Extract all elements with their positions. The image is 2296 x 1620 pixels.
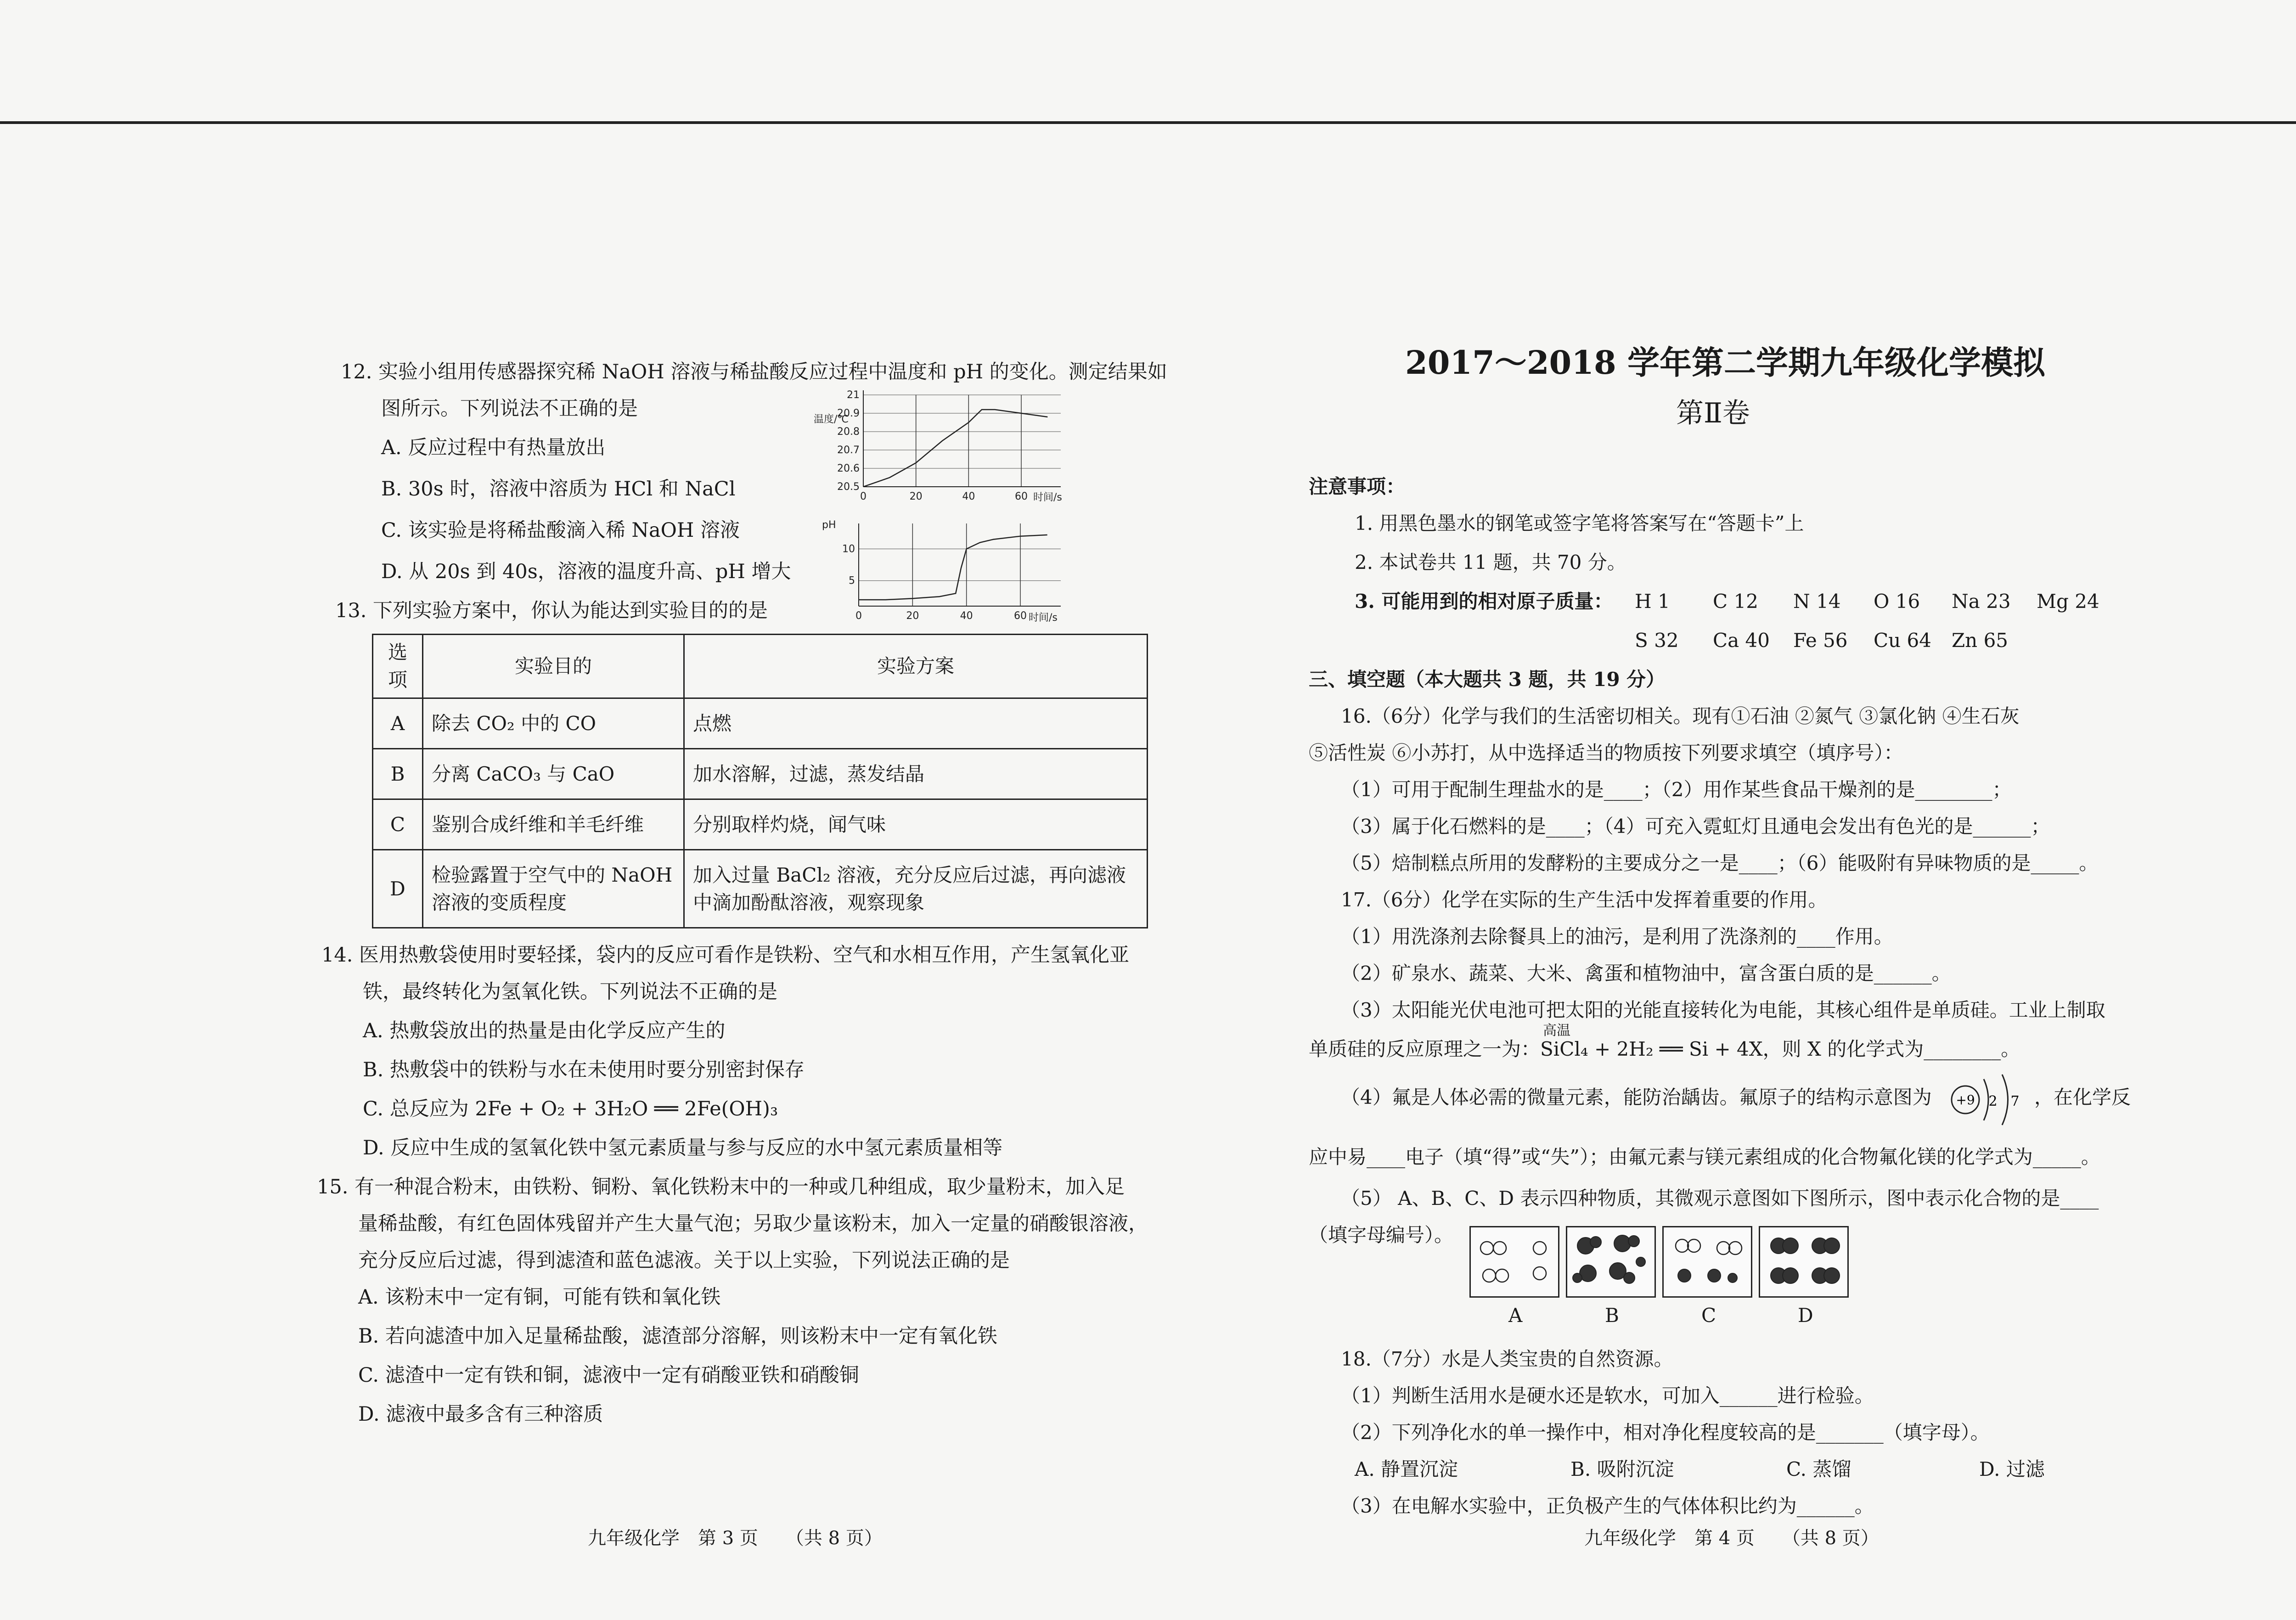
q15-stem-line1: 15. 有一种混合粉末，由铁粉、铜粉、氧化铁粉末中的一种或几种组成，取少量粉末，加入足: [317, 1176, 1125, 1198]
q14-stem-line1: 14. 医用热敷袋使用时要轻揉，袋内的反应可看作是铁粉、空气和水相互作用，产生氢氧化亚: [321, 944, 1130, 967]
q15-option-d: D. 滤液中最多含有三种溶质: [358, 1403, 603, 1426]
q16-line2: ⑤活性炭 ⑥小苏打，从中选择适当的物质按下列要求填空（填序号）：: [1309, 742, 1903, 764]
atomic-s: S 32: [1635, 629, 1679, 652]
atomic-fe: Fe 56: [1793, 629, 1848, 652]
ph-chart-xtick-label: 40: [960, 610, 973, 622]
atomic-na: Na 23: [1952, 590, 2011, 613]
q14-stem-line2: 铁，最终转化为氢氧化铁。下列说法不正确的是: [363, 980, 777, 1003]
electron-shell-2: [2002, 1074, 2008, 1125]
molecule-b-drawing: [1567, 1227, 1654, 1296]
q17-line4: （3）太阳能光伏电池可把太阳的光能直接转化为电能，其核心组件是单质硅。工业上制取: [1341, 999, 2105, 1021]
atomic-cu: Cu 64: [1874, 629, 1931, 652]
temp-chart-ytick-label: 20.9: [837, 408, 860, 419]
atomic-h: H 1: [1635, 590, 1670, 613]
q17-line9: （填字母编号）。: [1309, 1224, 1454, 1246]
temperature-chart: [813, 386, 1075, 505]
exam-title: 2017～2018 学年第二学期九年级化学模拟: [1405, 343, 2046, 382]
section-heading: 三、填空题（本大题共 3 题，共 19 分）: [1309, 668, 1666, 691]
q14-option-b: B. 热敷袋中的铁粉与水在未使用时要分别密封保存: [363, 1058, 805, 1081]
q18-option-d: D. 过滤: [1979, 1458, 2045, 1480]
molecule-box-b: [1566, 1226, 1656, 1298]
q15-stem-line3: 充分反应后过滤，得到滤渣和蓝色滤液。关于以上实验，下列说法正确的是: [358, 1249, 1010, 1272]
ph-chart-xtick-label: 60: [1014, 610, 1027, 622]
q13-row-d-option: D: [373, 850, 423, 928]
q13-row-c-goal: 鉴别合成纤维和羊毛纤维: [423, 799, 684, 850]
notice-title: 注意事项：: [1309, 475, 1406, 498]
atomic-o: O 16: [1874, 590, 1920, 613]
q17-line6-end: ，在化学反: [2034, 1086, 2131, 1108]
q17-line1: 17.（6分）化学在实际的生产生活中发挥着重要的作用。: [1341, 889, 1828, 911]
notice-3: 3. 可能用到的相对原子质量：: [1355, 590, 1613, 613]
table-row: [373, 749, 1148, 799]
temp-chart-xtick-label: 60: [1015, 491, 1028, 502]
atomic-c: C 12: [1713, 590, 1758, 613]
molecule-label-d: D: [1798, 1304, 1813, 1327]
ph-chart-ytick-label: 5: [849, 575, 855, 587]
q13-row-a-option: A: [373, 698, 423, 749]
table-row: [373, 698, 1148, 749]
molecule-box-c: [1662, 1226, 1752, 1298]
q17-line5: 单质硅的反应原理之一为：SiCl₄ + 2H₂ ══ Si + 4X，则 X 的化学式为________。: [1309, 1038, 2020, 1060]
q13-row-a-goal: 除去 CO₂ 中的 CO: [423, 698, 684, 749]
page-4-footer: 九年级化学 第 4 页 （共 8 页）: [1584, 1528, 1879, 1549]
q18-option-a: A. 静置沉淀: [1355, 1458, 1458, 1480]
q14-option-a: A. 热敷袋放出的热量是由化学反应产生的: [363, 1019, 726, 1042]
notice-2: 2. 本试卷共 11 题，共 70 分。: [1355, 551, 1626, 574]
q16-line1: 16.（6分）化学与我们的生活密切相关。现有①石油 ②氮气 ③氯化钠 ④生石灰: [1341, 705, 2020, 727]
molecule-a-drawing: [1471, 1227, 1558, 1296]
atomic-zn: Zn 65: [1952, 629, 2009, 652]
q17-line7: 应中易____电子（填“得”或“失”）；由氟元素与镁元素组成的化合物氟化镁的化学式为_____。: [1309, 1146, 2100, 1168]
q13-row-b-goal: 分离 CaCO₃ 与 CaO: [423, 749, 684, 799]
q15-option-b: B. 若向滤渣中加入足量稀盐酸，滤渣部分溶解，则该粉末中一定有氧化铁: [358, 1325, 997, 1348]
temp-chart-ytick-label: 20.6: [837, 463, 860, 474]
atomic-ca: Ca 40: [1713, 629, 1770, 652]
q13-header-plan: 实验方案: [684, 635, 1148, 698]
temp-chart-xtick-label: 0: [860, 491, 867, 502]
q12-option-c: C. 该实验是将稀盐酸滴入稀 NaOH 溶液: [381, 519, 740, 542]
ph-chart: [813, 514, 1075, 624]
q18-line1: 18.（7分）水是人类宝贵的自然资源。: [1341, 1348, 1673, 1370]
ph-chart-ytick-label: 10: [842, 543, 855, 555]
ph-chart-xtick-label: 20: [906, 610, 919, 622]
q15-stem-line2: 量稀盐酸，有红色固体残留并产生大量气泡；另取少量该粉末，加入一定量的硝酸银溶液，: [358, 1212, 1148, 1235]
temp-chart-ytick-label: 20.5: [837, 481, 860, 493]
ph-chart-xtick-label: 0: [855, 610, 862, 622]
q13-table-header: [373, 635, 1148, 698]
atomic-mg: Mg 24: [2037, 590, 2099, 613]
temp-chart-xtick-label: 20: [909, 491, 923, 502]
shell-2-electrons: 7: [2010, 1093, 2020, 1109]
q13-row-c-plan: 分别取样灼烧，闻气味: [684, 799, 1148, 850]
q18-line2: （1）判断生活用水是硬水还是软水，可加入______进行检验。: [1341, 1384, 1874, 1407]
shell-1-electrons: 2: [1988, 1093, 1998, 1109]
q15-option-a: A. 该粉末中一定有铜，可能有铁和氧化铁: [358, 1286, 721, 1309]
temp-series-line: [863, 410, 1047, 487]
temp-chart-xtick-label: 40: [962, 491, 975, 502]
molecule-d-drawing: [1760, 1227, 1847, 1296]
q13-row-b-plan: 加水溶解，过滤，蒸发结晶: [684, 749, 1148, 799]
q13-row-d-goal: 检验露置于空气中的 NaOH 溶液的变质程度: [423, 850, 684, 928]
reaction-condition: 高温: [1543, 1023, 1570, 1039]
temp-chart-ylabel: 温度/℃: [814, 414, 849, 425]
q12-stem-line1: 12. 实验小组用传感器探究稀 NaOH 溶液与稀盐酸反应过程中温度和 pH 的变化。测定结果如: [341, 360, 1167, 383]
q12-option-d: D. 从 20s 到 40s，溶液的温度升高、pH 增大: [381, 560, 791, 583]
table-row: [373, 799, 1148, 850]
q12-option-b: B. 30s 时，溶液中溶质为 HCl 和 NaCl: [381, 478, 736, 501]
q13-table: [372, 634, 1148, 928]
ph-chart-xlabel: 时间/s: [1029, 612, 1058, 624]
q18-line4: （3）在电解水实验中，正负极产生的气体体积比约为______。: [1341, 1495, 1874, 1517]
q18-option-c: C. 蒸馏: [1786, 1458, 1851, 1480]
q16-line3: （1）可用于配制生理盐水的是____；（2）用作某些食品干燥剂的是________；: [1341, 778, 2012, 801]
atomic-n: N 14: [1793, 590, 1841, 613]
molecule-c-drawing: [1664, 1227, 1751, 1296]
q12-stem-line2: 图所示。下列说法不正确的是: [381, 397, 638, 420]
nucleus-charge: +9: [1956, 1092, 1975, 1108]
temp-chart-ytick-label: 21: [847, 389, 860, 401]
q18-line3: （2）下列净化水的单一操作中，相对净化程度较高的是_______（填字母）。: [1341, 1421, 1990, 1444]
ph-chart-ylabel: pH: [822, 519, 836, 531]
page-3-footer: 九年级化学 第 3 页 （共 8 页）: [588, 1528, 883, 1549]
q17-line2: （1）用洗涤剂去除餐具上的油污，是利用了洗涤剂的____作用。: [1341, 925, 1893, 948]
temp-chart-xlabel: 时间/s: [1033, 492, 1062, 503]
fluorine-atom-diagram: [1947, 1070, 2030, 1130]
molecule-box-d: [1759, 1226, 1849, 1298]
q13-row-c-option: C: [373, 799, 423, 850]
q16-line5: （5）焙制糕点所用的发酵粉的主要成分之一是____；（6）能吸附有异味物质的是_____。: [1341, 852, 2099, 874]
ph-series-line: [859, 535, 1047, 600]
q13-row-a-plan: 点燃: [684, 698, 1148, 749]
q15-option-c: C. 滤渣中一定有铁和铜，滤液中一定有硝酸亚铁和硝酸铜: [358, 1364, 859, 1387]
q17-line3: （2）矿泉水、蔬菜、大米、禽蛋和植物油中，富含蛋白质的是______。: [1341, 962, 1951, 984]
q17-line6: （4）氟是人体必需的微量元素，能防治龋齿。氟原子的结构示意图为: [1341, 1086, 1932, 1108]
q13-header-goal: 实验目的: [423, 635, 684, 698]
q13-row-b-option: B: [373, 749, 423, 799]
q14-option-c: C. 总反应为 2Fe + O₂ + 3H₂O ══ 2Fe(OH)₃: [363, 1097, 778, 1120]
molecule-label-a: A: [1508, 1304, 1523, 1327]
temp-chart-ytick-label: 20.8: [837, 426, 860, 438]
molecule-box-a: [1469, 1226, 1559, 1298]
table-row: [373, 850, 1148, 928]
q17-line8: （5） A、B、C、D 表示四种物质，其微观示意图如下图所示，图中表示化合物的是____: [1341, 1187, 2099, 1209]
electron-shell-1: [1984, 1079, 1988, 1120]
q12-option-a: A. 反应过程中有热量放出: [381, 436, 606, 459]
notice-1: 1. 用黑色墨水的钢笔或签字笔将答案写在“答题卡”上: [1355, 512, 1804, 534]
scan-top-edge: [0, 121, 2296, 124]
molecule-label-b: B: [1605, 1304, 1619, 1327]
exam-part-title: 第Ⅱ卷: [1676, 397, 1750, 429]
q18-option-b: B. 吸附沉淀: [1570, 1458, 1674, 1480]
q16-line4: （3）属于化石燃料的是____；（4）可充入霓虹灯且通电会发出有色光的是______；: [1341, 815, 2050, 838]
temp-chart-ytick-label: 20.7: [837, 444, 860, 456]
molecule-label-c: C: [1701, 1304, 1716, 1327]
q13-header-option: 选项: [373, 635, 423, 698]
q13-stem: 13. 下列实验方案中，你认为能达到实验目的的是: [335, 599, 768, 622]
q13-row-d-plan: 加入过量 BaCl₂ 溶液，充分反应后过滤，再向滤液中滴加酚酞溶液，观察现象: [684, 850, 1148, 928]
q14-option-d: D. 反应中生成的氢氧化铁中氢元素质量与参与反应的水中氢元素质量相等: [363, 1136, 1003, 1159]
